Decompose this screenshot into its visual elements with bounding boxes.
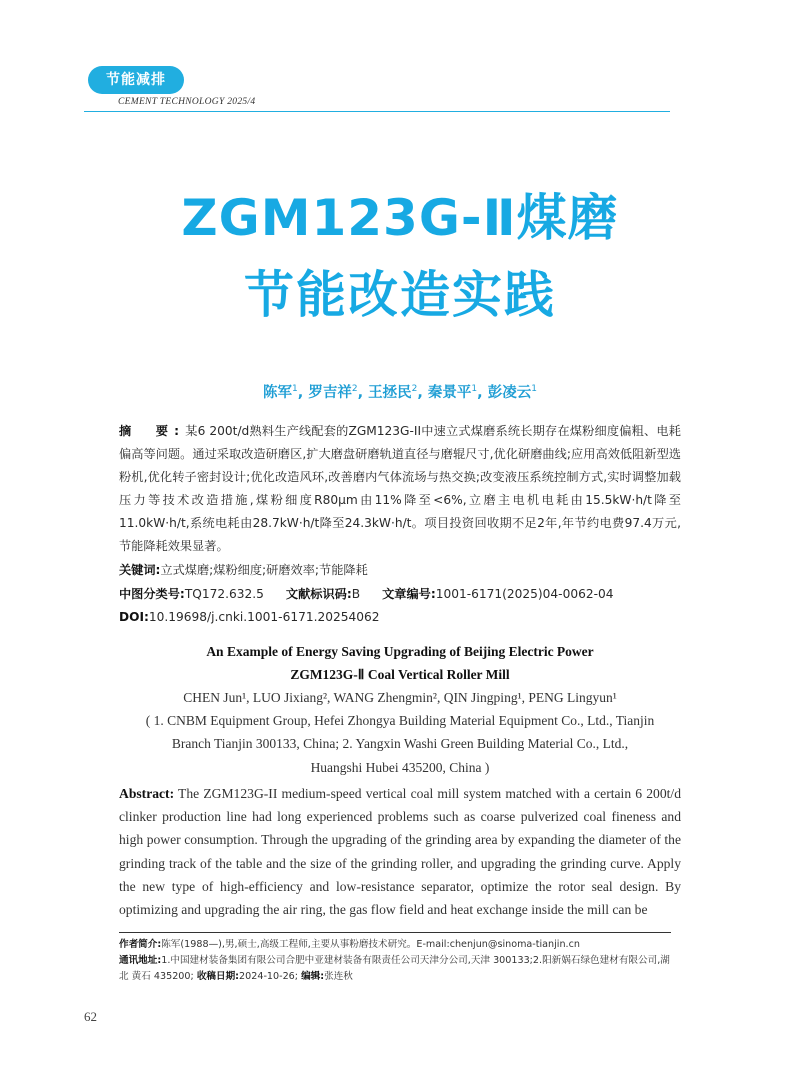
- doi-line: [119, 606, 681, 629]
- english-affiliation-line3: Huangshi Hubei 435200, China ): [310, 760, 490, 775]
- article-no-label: 文章编号:: [382, 587, 436, 601]
- doi-label: DOI:: [119, 610, 149, 624]
- clc-label: 中图分类号:: [119, 587, 185, 601]
- footnote-author: [119, 937, 679, 953]
- author-list: 陈军$^1$, 罗吉祥$^2$, 王拯民$^2$, 秦景平$^1$, 彭凌云$^1$: [263, 384, 537, 401]
- english-title-line1: An Example of Energy Saving Upgrading of Beijing Electric Power: [206, 644, 594, 659]
- author-name: 彭凌云: [487, 385, 532, 401]
- abstract-cn-text: 某6 200t/d熟料生产线配套的ZGM123G-II中速立式煤磨系统长期存在煤粉细度偏粗、电耗偏高等问题。通过采取改造研磨区,扩大磨盘研磨轨道直径与磨辊尺寸,优化研磨曲线;应用高效低阻新型选粉机,优化转子密封设计;优化改造风环,改善磨内气体流场与热交换;改变液压系统控制方式,实时调整加载压力等技术改造措施,煤粉细度R80μm由11%降至<6%,立磨主电机电耗由15.5kW·h/t降至11.0kW·h/t,系统电耗由28.7kW·h/t降至24.3kW·h/t。项目投资回收期不足2年,年节约电费97.4万元,节能降耗效果显著。: [119, 424, 681, 553]
- abstract-en-label: Abstract:: [119, 786, 175, 801]
- article-title-line1: ZGM123G-Ⅱ煤磨: [181, 189, 619, 247]
- author-affil: 2: [351, 384, 358, 395]
- editor-label: 编辑:: [301, 971, 325, 982]
- keywords-label: 关键词:: [119, 563, 161, 577]
- received-label: 收稿日期:: [196, 971, 240, 982]
- footnote-rule: [119, 932, 671, 933]
- doc-code-value: B: [351, 587, 361, 601]
- author-name: 王拯民: [368, 385, 412, 401]
- abstract-cn-label: 摘 要:: [119, 424, 186, 438]
- author-affil: 1: [471, 384, 478, 395]
- journal-name: CEMENT TECHNOLOGY 2025/4: [118, 97, 256, 107]
- english-title-line2: ZGM123G-Ⅱ Coal Vertical Roller Mill: [290, 667, 510, 682]
- received-date: 2024-10-26;: [239, 971, 299, 982]
- article-title-line2: 节能改造实践: [244, 266, 556, 324]
- footnote-author-label: 作者简介:: [119, 939, 162, 950]
- abstract-cn: [119, 420, 681, 558]
- abstract-en-text: The ZGM123G-II medium-speed vertical coal mill system matched with a certain 6 200t/d clinker production line had long experienced problems such as coarse pulverized coal fineness and high power consumption. Through the upgrading of the grinding area by expanding the diameter of the grinding track of the table and the size of the grinding roller, and upgrading the grinding curve. Apply the new type of high-efficiency and low-resistance separator, optimize the rotor seal design. By optimizing and upgrading the air ring, the gas flow field and heat exchange inside the mill can be: [119, 786, 681, 918]
- editor-name: 张连秋: [324, 971, 353, 982]
- footnote-address-text: 1.中国建材装备集团有限公司合肥中亚建材装备有限责任公司天津分公司,天津 300133;2.阳新娲石绿色建材有限公司,湖北 黄石 435200;: [119, 955, 670, 982]
- author-name: 秦景平: [427, 385, 472, 401]
- doi-value: 10.19698/j.cnki.1001-6171.20254062: [148, 610, 380, 624]
- english-affiliation-line1: ( 1. CNBM Equipment Group, Hefei Zhongya Building Material Equipment Co., Ltd., Tianjin: [145, 713, 655, 728]
- author-affil: 1: [292, 384, 298, 395]
- footnote-address-label: 通讯地址:: [119, 955, 162, 966]
- keywords-text: 立式煤磨;煤粉细度;研磨效率;节能降耗: [160, 563, 368, 577]
- article-no-value: 1001-6171(2025)04-0062-04: [435, 587, 614, 601]
- classification-line: [119, 583, 681, 606]
- doc-code-label: 文献标识码:: [285, 587, 352, 601]
- keywords: [119, 559, 681, 582]
- author-name: 陈军: [263, 385, 293, 401]
- page-number: 62: [84, 1009, 97, 1024]
- footnote-author-text: 陈军(1988—),男,硕士,高级工程师,主要从事粉磨技术研究。E-mail:chenjun@sinoma-tianjin.cn: [161, 939, 580, 950]
- header-rule-left: [84, 111, 118, 112]
- english-authors: CHEN Jun¹, LUO Jixiang², WANG Zhengmin², QIN Jingping¹, PENG Lingyun¹: [183, 690, 617, 705]
- header-rule: [118, 111, 670, 112]
- english-affiliation-line2: Branch Tianjin 300133, China; 2. Yangxin Washi Green Building Material Co., Ltd.,: [171, 736, 629, 751]
- abstract-en: [119, 782, 681, 921]
- author-affil: 1: [531, 384, 537, 395]
- section-tag: 节能减排: [88, 66, 184, 94]
- author-name: 罗吉祥: [308, 385, 352, 401]
- author-affil: 2: [411, 384, 418, 395]
- footnote-address: [119, 953, 679, 985]
- clc-value: TQ172.632.5: [184, 587, 264, 601]
